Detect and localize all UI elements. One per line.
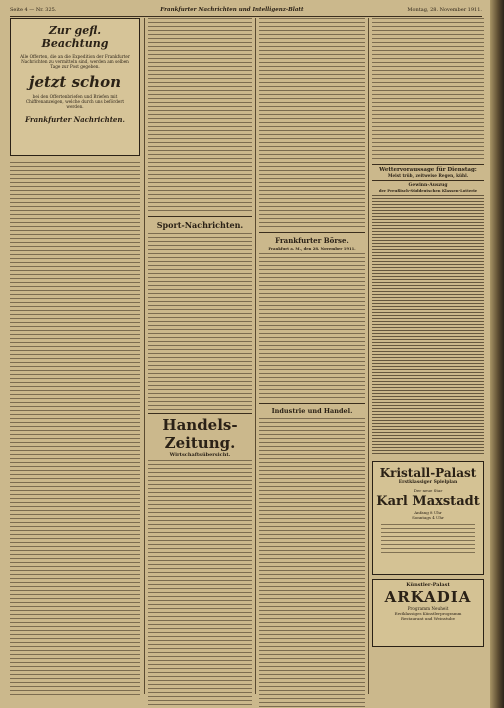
handel-text-block <box>148 460 252 708</box>
boerse-heading: Frankfurter Börse. <box>275 236 349 245</box>
column-1 <box>10 18 140 698</box>
column-2 <box>148 18 252 708</box>
wetter-text: Meist trüb, zeitweise Regen, kühl. <box>387 173 469 178</box>
notice-sub: bei den Offertenbriefen und Briefen mit Chiffrenanzeigen, welche durch uns befördert werden. <box>25 94 125 109</box>
page-header <box>10 4 482 17</box>
column-divider <box>368 18 369 694</box>
header-page-number: Seite 4 — Nr. 325. <box>10 7 57 13</box>
arkadia-line1: Erstklassiges Künstlerprogramm <box>394 611 462 616</box>
column-divider <box>255 18 256 694</box>
arkadia-ad <box>372 579 484 647</box>
notice-signature: Frankfurter Nachrichten. <box>25 115 125 124</box>
industrie-text-block <box>259 418 365 708</box>
notice-title: Zur gefl. Beachtung <box>41 24 109 50</box>
kristall-star-prefix: Der neue Star <box>413 488 443 493</box>
lotterie-subheading: der Preußisch-Süddeutschen Klassen-Lotterie <box>378 188 478 193</box>
notice-box <box>10 18 140 156</box>
lotterie-heading: Gewinn-Auszug <box>408 183 448 188</box>
kristall-sub: Erstklassiger Spielplan <box>398 480 458 485</box>
kristall-line2: Sonntags 4 Uhr <box>412 515 444 520</box>
boerse-text-block <box>259 253 365 401</box>
arkadia-top: Künstler-Palast <box>406 582 450 588</box>
industrie-heading: Industrie und Handel. <box>271 407 353 415</box>
arkadia-title: ARKADIA <box>384 588 472 606</box>
lotterie-number-table <box>372 195 484 455</box>
kristall-title: Kristall-Palast <box>379 466 477 480</box>
arkadia-line2: Restaurant und Weinstube <box>401 616 455 621</box>
notice-emphasis: jetzt schon <box>29 73 121 91</box>
header-date: Montag, 28. November 1911. <box>407 7 482 13</box>
column-3 <box>259 18 365 708</box>
kristall-line1: Anfang 8 Uhr <box>414 510 442 515</box>
header-title: Frankfurter Nachrichten und Intelligenz-Blatt <box>160 7 304 13</box>
kristall-star: Karl Maxstadt <box>376 494 480 509</box>
arkadia-sub: Programm Neuheit <box>407 606 449 611</box>
handel-heading: Handels-Zeitung. <box>162 416 238 452</box>
article-text-block <box>10 162 140 698</box>
column-4 <box>372 18 484 647</box>
kristall-palast-ad <box>372 461 484 575</box>
boerse-subheading: Frankfurt a. M., den 28. November 1911. <box>268 246 356 251</box>
sport-heading: Sport-Nachrichten. <box>156 220 244 230</box>
notice-body: Alle Offerten, die an die Expedition der Frankfurter Nachrichten zu vermitteln sind, werden am selben Tage zur Post gegeben. <box>20 54 130 69</box>
article-text-block <box>372 18 484 162</box>
article-text-block <box>148 18 252 214</box>
column-divider <box>144 18 145 694</box>
kristall-text-lines <box>381 524 475 554</box>
wetter-heading: Wettervoraussage für Dienstag: <box>379 167 477 173</box>
handel-subheading: Wirtschaftsübersicht. <box>169 452 231 458</box>
article-text-block <box>259 18 365 230</box>
page-edge-shadow <box>490 0 504 708</box>
sport-text-block <box>148 233 252 411</box>
